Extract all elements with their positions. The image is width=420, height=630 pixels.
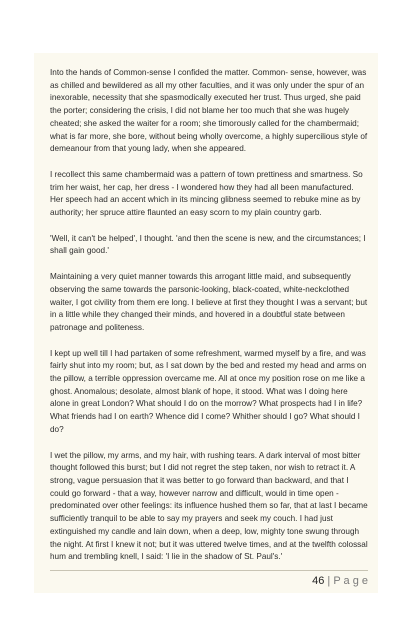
page-footer — [312, 574, 368, 588]
paragraph: 'Well, it can't be helped', I thought. 'and then the scene is new, and the circumstances; I shall gain good.' — [50, 233, 366, 256]
page-label: P a g e — [333, 575, 368, 587]
paragraph: Into the hands of Common-sense I confided the matter. Common- sense, however, was as chilled and bewildered as all my other faculties, and it was only under the spur of an inexorable, necessity that she spasmodically executed her trust. Thus urged, she paid the porter; considering the crisis, I did not blame her too much that she was hugely cheated; she asked the waiter for a room; she timorously called for the chambermaid; what is far more, she bore, without being wholly overcome, a highly supercilious style of demeanour from that young lady, when she appeared. — [50, 68, 368, 154]
page-separator: | — [327, 575, 331, 587]
paragraph: Maintaining a very quiet manner towards this arrogant little maid, and subsequently observing the same towards the parsonic-looking, black-coated, white-neckclothed waiter, I got civility from them ere long. I believe at first they thought I was a servant; but in a little while they changed their minds, and hovered in a doubtful state between patronage and politeness. — [50, 272, 368, 332]
footer-divider — [50, 570, 368, 571]
paragraph: I wet the pillow, my arms, and my hair, with rushing tears. A dark interval of most bitter thought followed this burst; but I did not regret the step taken, nor wish to retract it. A strong, vague persuasion that it was better to go forward than backward, and that I could go forward - that a way, however narrow and difficult, would in time open - predominated over other feelings: its influence hushed them so far, that at last I became sufficiently tranquil to be able to say my prayers and seek my couch. I had just extinguished my candle and lain down, when a deep, low, mighty tone swung through the night. At first I knew it not; but it was uttered twelve times, and at the twelfth colossal hum and trembling knell, I said: 'I lie in the shadow of St. Paul's.' — [50, 450, 368, 562]
body-text — [50, 67, 368, 577]
document-page — [34, 53, 378, 593]
page-number: 46 — [312, 575, 325, 587]
paragraph: I recollect this same chambermaid was a pattern of town prettiness and smartness. So trim her waist, her cap, her dress - I wondered how they had all been manufactured. Her speech had an accent which in its mincing glibness seemed to rebuke mine as by authority; her spruce attire flaunted an easy scorn to my plain country garb. — [50, 169, 363, 218]
paragraph: I kept up well till I had partaken of some refreshment, warmed myself by a fire, and was fairly shut into my room; but, as I sat down by the bed and rested my head and arms on the pillow, a terrible oppression overcame me. All at once my position rose on me like a ghost. Anomalous; desolate, almost blank of hope, it stood. What was I doing here alone in great London? What should I do on the morrow? What prospects had I in life? What friends had I on earth? Whence did I come? Whither should I go? What should I do? — [50, 348, 367, 434]
